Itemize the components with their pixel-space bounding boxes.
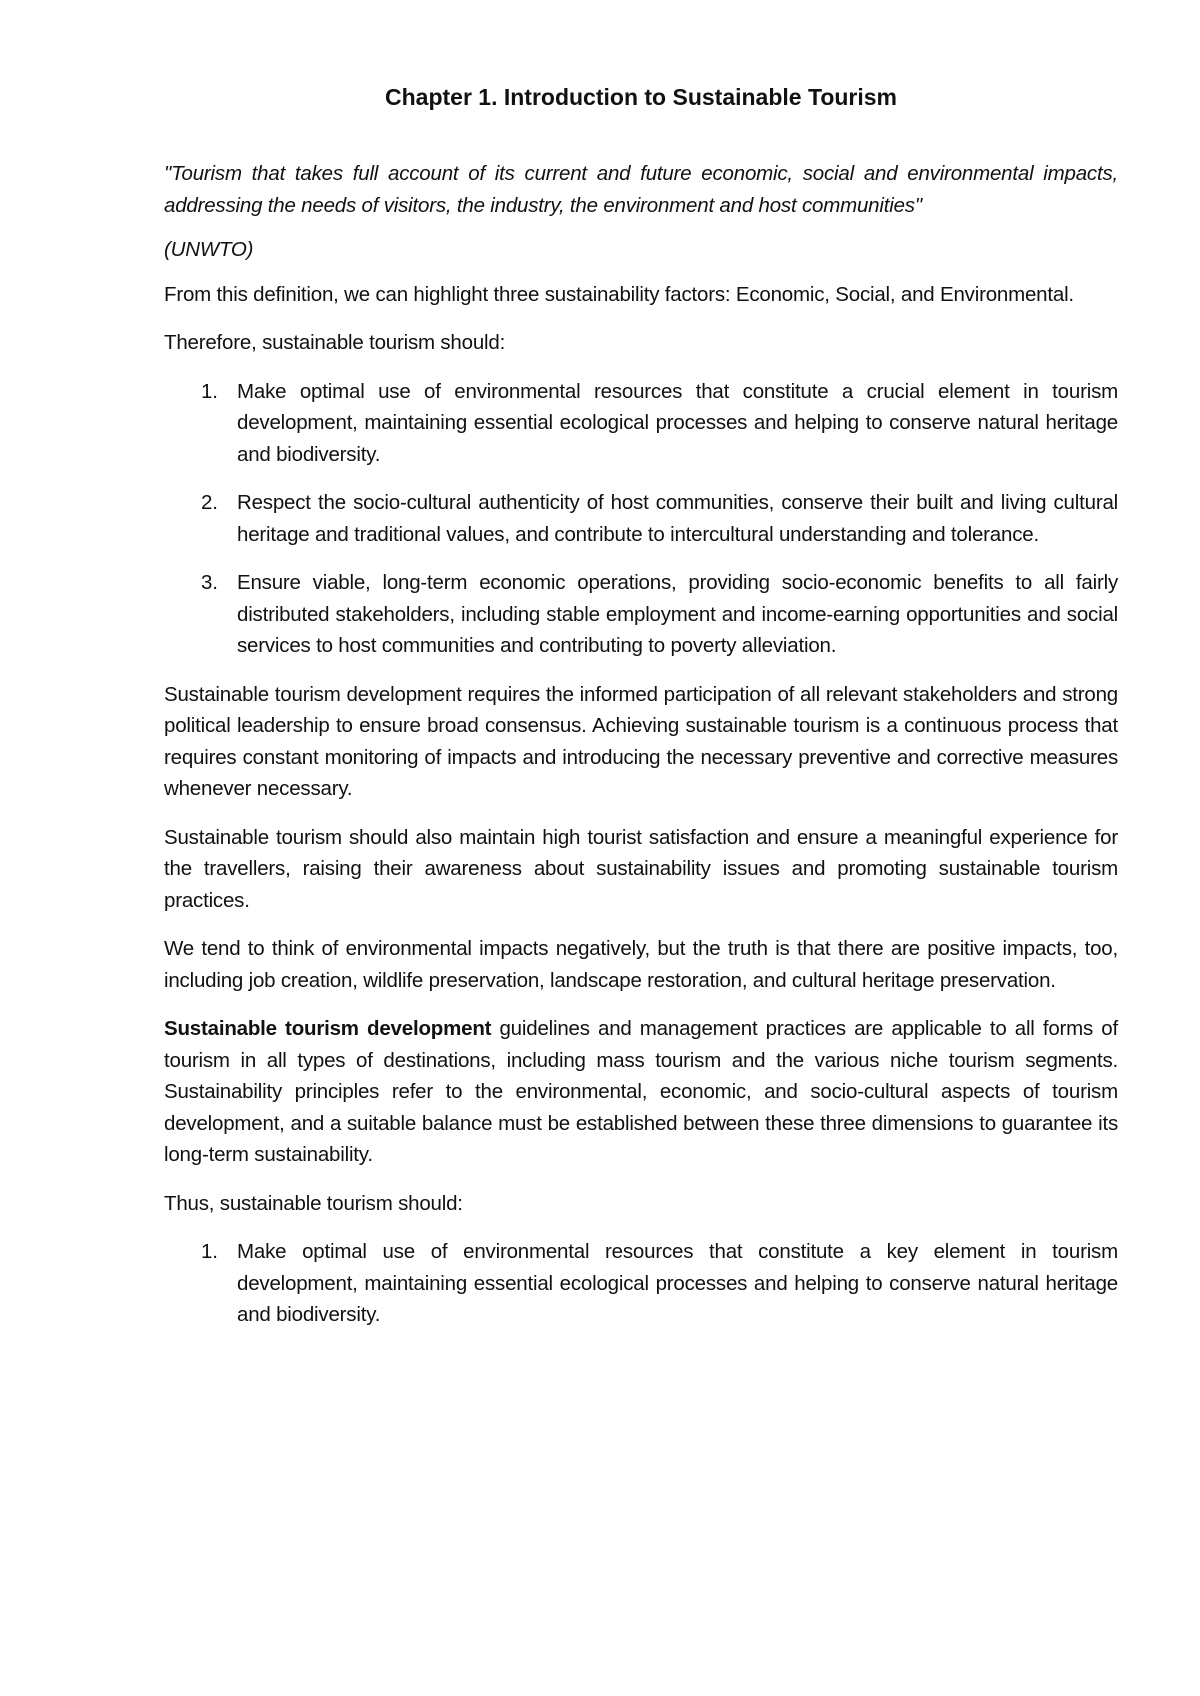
list-item-text: Ensure viable, long-term economic operations, providing socio-economic benefits to all fairly distributed stakeholders, including stable employment and income-earning opportunities and social services to host communities and contributing to poverty alleviation. (237, 571, 1118, 657)
list-item-number: 1. (201, 1240, 218, 1263)
impacts-paragraph: We tend to think of environmental impacts negatively, but the truth is that there are positive impacts, too, including job creation, wildlife preservation, landscape restoration, and cultural heritage preservation. (164, 937, 1118, 992)
list-item-number: 1. (201, 379, 218, 403)
guidelines-paragraph (164, 1013, 1118, 1171)
list-item-number: 2. (201, 491, 218, 514)
list-item (164, 567, 1118, 662)
list-item-text: Respect the socio-cultural authenticity of host communities, conserve their built and living cultural heritage and traditional values, and contribute to intercultural understanding and tolerance. (237, 491, 1118, 546)
list-item-number: 3. (201, 571, 218, 594)
quote-source: (UNWTO) (164, 238, 254, 261)
list-item (164, 487, 1118, 550)
list-item (164, 376, 1118, 471)
satisfaction-paragraph: Sustainable tourism should also maintain high tourist satisfaction and ensure a meaningful experience for the travellers, raising their awareness about sustainability issues and promoting sustainable tourism practices. (164, 825, 1118, 912)
guidelines-bold-term: Sustainable tourism development (164, 1017, 492, 1040)
therefore-paragraph: Therefore, sustainable tourism should: (164, 331, 506, 354)
sustainability-list-1 (164, 376, 1118, 662)
list-item-text: Make optimal use of environmental resources that constitute a crucial element in tourism development, maintaining essential ecological processes and helping to conserve natural heritage and biodiversity. (237, 379, 1118, 466)
sustainability-list-2 (164, 1236, 1118, 1331)
chapter-title: Chapter 1. Introduction to Sustainable Tourism (385, 84, 897, 110)
definition-paragraph: From this definition, we can highlight three sustainability factors: Economic, Social, and Environmental. (164, 282, 1074, 306)
thus-paragraph: Thus, sustainable tourism should: (164, 1191, 463, 1215)
unwto-quote: "Tourism that takes full account of its current and future economic, social and environmental impacts, addressing the needs of visitors, the industry, the environment and host communities" (164, 162, 1118, 217)
list-item-text: Make optimal use of environmental resources that constitute a key element in tourism development, maintaining essential ecological processes and helping to conserve natural heritage and biodiversity. (237, 1240, 1118, 1326)
participation-paragraph: Sustainable tourism development requires the informed participation of all relevant stakeholders and strong political leadership to ensure broad consensus. Achieving sustainable tourism is a continuous process that requires constant monitoring of impacts and introducing the necessary preventive and corrective measures whenever necessary. (164, 682, 1118, 800)
guidelines-text: guidelines and management practices are applicable to all forms of tourism in all types of destinations, including mass tourism and the various niche tourism segments. Sustainability principles refer to the environmental, economic, and socio-cultural aspects of tourism development, and a suitable balance must be established between these three dimensions to guarantee its long-term sustainability. (164, 1017, 1118, 1166)
list-item (164, 1236, 1118, 1331)
document-body (164, 82, 1118, 1348)
